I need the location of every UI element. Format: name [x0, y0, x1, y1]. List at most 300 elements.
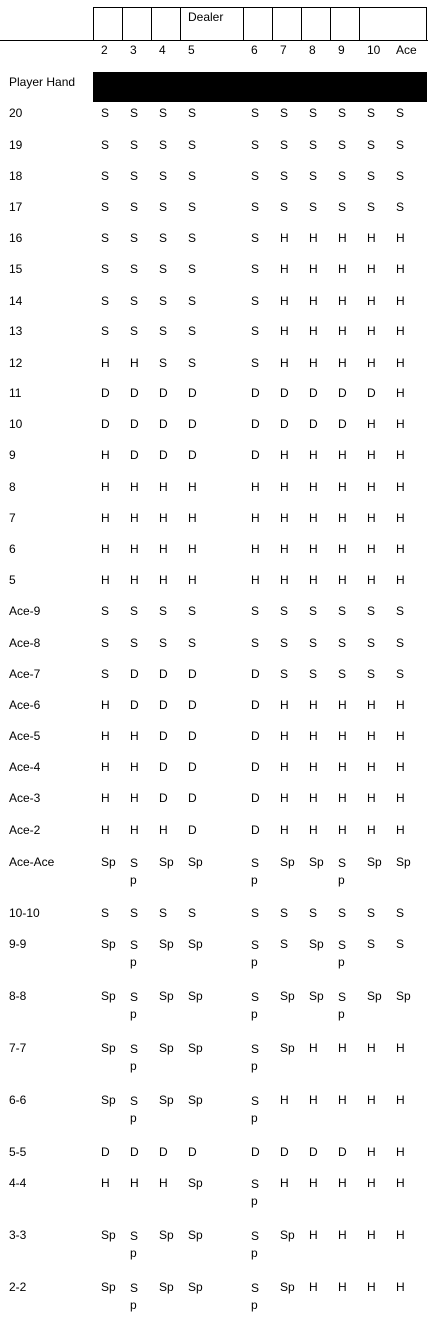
- action-cell: S: [367, 169, 376, 183]
- action-cell: H: [338, 542, 347, 556]
- action-cell: Sp: [101, 1228, 116, 1242]
- player-hand-cell: Ace-4: [9, 760, 41, 774]
- action-cell: S: [280, 604, 289, 618]
- action-cell: S: [280, 667, 289, 681]
- action-cell: H: [367, 1093, 376, 1107]
- action-cell: S: [251, 231, 260, 245]
- action-cell: Sp: [188, 937, 203, 951]
- action-cell: H: [367, 1176, 376, 1190]
- action-cell: H: [280, 542, 289, 556]
- action-cell: H: [338, 480, 347, 494]
- dealer-card-header: 4: [159, 43, 166, 57]
- action-cell: H: [367, 1041, 376, 1055]
- action-cell: Sp: [280, 1280, 295, 1294]
- action-cell: H: [251, 573, 260, 587]
- action-cell: D: [188, 417, 197, 431]
- player-hand-cell: 12: [9, 356, 23, 370]
- action-cell: S: [159, 604, 168, 618]
- action-cell: Sp: [280, 1041, 295, 1055]
- player-hand-cell: 9-9: [9, 937, 27, 951]
- action-cell: S: [188, 604, 197, 618]
- action-cell: H: [101, 480, 110, 494]
- action-cell: S: [159, 262, 168, 276]
- action-cell: H: [338, 1093, 347, 1107]
- action-cell: D: [280, 417, 289, 431]
- action-cell: S: [338, 200, 347, 214]
- player-hand-cell: 15: [9, 262, 23, 276]
- action-cell: H: [280, 324, 289, 338]
- action-cell: H: [396, 760, 405, 774]
- action-cell: H: [338, 1280, 347, 1294]
- action-cell: H: [130, 760, 139, 774]
- player-hand-cell: 20: [9, 106, 23, 120]
- action-cell: H: [159, 573, 168, 587]
- player-hand-cell: 6-6: [9, 1093, 27, 1107]
- action-cell: Sp: [367, 855, 382, 869]
- action-cell: H: [338, 823, 347, 837]
- player-hand-cell: Ace-9: [9, 604, 41, 618]
- action-cell: D: [251, 386, 260, 400]
- dealer-card-header: 5: [188, 43, 195, 57]
- player-hand-cell: 8-8: [9, 989, 27, 1003]
- action-cell: S: [309, 636, 318, 650]
- action-cell: H: [280, 511, 289, 525]
- action-cell: H: [367, 760, 376, 774]
- action-cell: D: [251, 667, 260, 681]
- action-cell: Sp: [251, 938, 260, 969]
- action-cell: D: [280, 1145, 289, 1159]
- action-cell: D: [159, 791, 168, 805]
- action-cell: S: [338, 106, 347, 120]
- action-cell: Sp: [188, 1041, 203, 1055]
- action-cell: H: [130, 356, 139, 370]
- action-cell: H: [101, 760, 110, 774]
- player-hand-cell: 8: [9, 480, 16, 494]
- action-cell: Sp: [280, 1228, 295, 1242]
- action-cell: D: [309, 417, 318, 431]
- action-cell: S: [251, 106, 260, 120]
- dealer-card-header: Ace: [396, 43, 417, 57]
- action-cell: Sp: [130, 1229, 139, 1260]
- action-cell: H: [130, 1176, 139, 1190]
- header-divider: [0, 40, 428, 41]
- action-cell: S: [251, 294, 260, 308]
- action-cell: H: [309, 823, 318, 837]
- action-cell: H: [396, 294, 405, 308]
- player-hand-cell: 7-7: [9, 1041, 27, 1055]
- player-hand-cell: 7: [9, 511, 16, 525]
- action-cell: D: [188, 667, 197, 681]
- action-cell: H: [280, 231, 289, 245]
- action-cell: Sp: [101, 855, 116, 869]
- action-cell: Sp: [251, 1281, 260, 1312]
- action-cell: S: [130, 324, 139, 338]
- action-cell: H: [396, 480, 405, 494]
- dealer-label: Dealer: [188, 10, 224, 24]
- player-hand-cell: Ace-2: [9, 823, 41, 837]
- action-cell: Sp: [251, 856, 260, 887]
- action-cell: Sp: [101, 1093, 116, 1107]
- action-cell: D: [159, 1145, 168, 1159]
- action-cell: S: [338, 667, 347, 681]
- action-cell: S: [101, 604, 110, 618]
- action-cell: H: [280, 791, 289, 805]
- action-cell: Sp: [396, 855, 411, 869]
- action-cell: H: [309, 729, 318, 743]
- action-cell: S: [101, 294, 110, 308]
- action-cell: S: [101, 231, 110, 245]
- player-hand-cell: 16: [9, 231, 23, 245]
- action-cell: S: [188, 636, 197, 650]
- action-cell: D: [338, 1145, 347, 1159]
- action-cell: S: [188, 262, 197, 276]
- player-hand-cell: 10-10: [9, 906, 40, 920]
- action-cell: H: [188, 573, 197, 587]
- action-cell: D: [130, 386, 139, 400]
- action-cell: S: [159, 200, 168, 214]
- action-cell: S: [251, 169, 260, 183]
- action-cell: H: [280, 698, 289, 712]
- dealer-card-header: 2: [101, 43, 108, 57]
- action-cell: Sp: [309, 855, 324, 869]
- action-cell: S: [280, 138, 289, 152]
- action-cell: S: [188, 138, 197, 152]
- action-cell: S: [309, 667, 318, 681]
- action-cell: D: [251, 823, 260, 837]
- action-cell: S: [188, 106, 197, 120]
- action-cell: D: [101, 1145, 110, 1159]
- action-cell: S: [251, 138, 260, 152]
- action-cell: Sp: [130, 1281, 139, 1312]
- action-cell: S: [130, 294, 139, 308]
- action-cell: H: [280, 480, 289, 494]
- action-cell: S: [338, 604, 347, 618]
- action-cell: S: [130, 604, 139, 618]
- action-cell: Sp: [188, 1176, 203, 1190]
- header-box: [301, 7, 330, 40]
- action-cell: Sp: [159, 989, 174, 1003]
- action-cell: H: [338, 791, 347, 805]
- action-cell: Sp: [338, 990, 347, 1021]
- action-cell: S: [280, 906, 289, 920]
- action-cell: H: [309, 1041, 318, 1055]
- dealer-card-header: 10: [367, 43, 381, 57]
- action-cell: S: [280, 169, 289, 183]
- action-cell: H: [188, 511, 197, 525]
- action-cell: Sp: [251, 1177, 260, 1208]
- dealer-card-header: 3: [130, 43, 137, 57]
- action-cell: D: [159, 698, 168, 712]
- action-cell: S: [396, 200, 405, 214]
- player-hand-cell: Ace-8: [9, 636, 41, 650]
- action-cell: Sp: [159, 1280, 174, 1294]
- action-cell: D: [130, 417, 139, 431]
- action-cell: S: [251, 636, 260, 650]
- action-cell: H: [367, 294, 376, 308]
- action-cell: D: [159, 448, 168, 462]
- action-cell: Sp: [159, 1228, 174, 1242]
- action-cell: S: [130, 231, 139, 245]
- action-cell: D: [338, 386, 347, 400]
- action-cell: S: [101, 138, 110, 152]
- dealer-card-header: 7: [280, 43, 287, 57]
- action-cell: H: [101, 823, 110, 837]
- action-cell: S: [309, 106, 318, 120]
- action-cell: H: [367, 1145, 376, 1159]
- action-cell: H: [280, 729, 289, 743]
- action-cell: H: [396, 698, 405, 712]
- dealer-card-header: 9: [338, 43, 345, 57]
- action-cell: H: [130, 480, 139, 494]
- action-cell: H: [367, 1228, 376, 1242]
- action-cell: S: [130, 169, 139, 183]
- action-cell: H: [130, 511, 139, 525]
- action-cell: D: [280, 386, 289, 400]
- action-cell: Sp: [396, 989, 411, 1003]
- action-cell: S: [101, 169, 110, 183]
- action-cell: D: [251, 760, 260, 774]
- action-cell: H: [367, 417, 376, 431]
- action-cell: H: [188, 480, 197, 494]
- action-cell: H: [367, 542, 376, 556]
- dealer-card-header: 8: [309, 43, 316, 57]
- action-cell: D: [188, 386, 197, 400]
- action-cell: H: [338, 573, 347, 587]
- action-cell: S: [396, 636, 405, 650]
- action-cell: Sp: [280, 989, 295, 1003]
- action-cell: S: [130, 636, 139, 650]
- action-cell: H: [251, 480, 260, 494]
- action-cell: D: [309, 386, 318, 400]
- action-cell: S: [159, 294, 168, 308]
- action-cell: H: [101, 729, 110, 743]
- action-cell: H: [396, 729, 405, 743]
- action-cell: D: [338, 417, 347, 431]
- action-cell: Sp: [159, 855, 174, 869]
- action-cell: H: [338, 698, 347, 712]
- action-cell: H: [338, 511, 347, 525]
- action-cell: H: [396, 262, 405, 276]
- action-cell: H: [396, 823, 405, 837]
- action-cell: S: [338, 138, 347, 152]
- action-cell: H: [367, 262, 376, 276]
- action-cell: H: [396, 1145, 405, 1159]
- action-cell: H: [309, 262, 318, 276]
- action-cell: H: [309, 1280, 318, 1294]
- header-box: [272, 7, 301, 40]
- action-cell: H: [338, 231, 347, 245]
- action-cell: D: [188, 823, 197, 837]
- action-cell: Sp: [251, 1094, 260, 1125]
- action-cell: S: [367, 906, 376, 920]
- action-cell: S: [130, 200, 139, 214]
- player-hand-label: Player Hand: [9, 75, 76, 89]
- action-cell: H: [396, 573, 405, 587]
- action-cell: H: [396, 1280, 405, 1294]
- action-cell: H: [309, 760, 318, 774]
- action-cell: S: [101, 106, 110, 120]
- action-cell: S: [396, 906, 405, 920]
- action-cell: H: [309, 1228, 318, 1242]
- action-cell: S: [159, 356, 168, 370]
- action-cell: H: [367, 231, 376, 245]
- action-cell: H: [159, 480, 168, 494]
- action-cell: D: [159, 667, 168, 681]
- action-cell: D: [101, 417, 110, 431]
- action-cell: S: [101, 906, 110, 920]
- action-cell: S: [280, 106, 289, 120]
- action-cell: H: [367, 1280, 376, 1294]
- action-cell: D: [159, 386, 168, 400]
- action-cell: S: [367, 937, 376, 951]
- action-cell: S: [309, 169, 318, 183]
- action-cell: H: [101, 573, 110, 587]
- action-cell: H: [367, 698, 376, 712]
- action-cell: S: [251, 604, 260, 618]
- action-cell: H: [309, 698, 318, 712]
- action-cell: H: [309, 294, 318, 308]
- action-cell: H: [396, 356, 405, 370]
- action-cell: H: [396, 1093, 405, 1107]
- action-cell: S: [130, 906, 139, 920]
- action-cell: H: [280, 1093, 289, 1107]
- action-cell: Sp: [130, 1094, 139, 1125]
- header-box: [359, 7, 427, 40]
- action-cell: H: [338, 729, 347, 743]
- action-cell: D: [251, 1145, 260, 1159]
- player-hand-cell: 3-3: [9, 1228, 27, 1242]
- action-cell: H: [130, 791, 139, 805]
- action-cell: H: [338, 1176, 347, 1190]
- action-cell: H: [396, 511, 405, 525]
- action-cell: Sp: [251, 1229, 260, 1260]
- action-cell: S: [130, 106, 139, 120]
- action-cell: S: [309, 200, 318, 214]
- player-hand-cell: 4-4: [9, 1176, 27, 1190]
- action-cell: Sp: [367, 989, 382, 1003]
- action-cell: Sp: [130, 856, 139, 887]
- action-cell: D: [367, 386, 376, 400]
- action-cell: H: [101, 791, 110, 805]
- action-cell: S: [251, 356, 260, 370]
- action-cell: S: [367, 138, 376, 152]
- action-cell: H: [280, 294, 289, 308]
- action-cell: S: [309, 604, 318, 618]
- action-cell: Sp: [338, 856, 347, 887]
- action-cell: S: [130, 262, 139, 276]
- action-cell: S: [396, 138, 405, 152]
- action-cell: S: [367, 200, 376, 214]
- action-cell: D: [309, 1145, 318, 1159]
- header-box: [243, 7, 272, 40]
- action-cell: S: [396, 667, 405, 681]
- action-cell: H: [367, 480, 376, 494]
- player-hand-cell: 18: [9, 169, 23, 183]
- action-cell: D: [101, 386, 110, 400]
- action-cell: Sp: [251, 1042, 260, 1073]
- action-cell: Sp: [188, 1093, 203, 1107]
- action-cell: H: [101, 698, 110, 712]
- action-cell: D: [159, 417, 168, 431]
- action-cell: H: [338, 262, 347, 276]
- action-cell: H: [338, 760, 347, 774]
- action-cell: S: [367, 636, 376, 650]
- action-cell: H: [309, 542, 318, 556]
- action-cell: H: [396, 791, 405, 805]
- action-cell: H: [309, 511, 318, 525]
- action-cell: D: [188, 791, 197, 805]
- player-hand-cell: 13: [9, 324, 23, 338]
- action-cell: Sp: [101, 989, 116, 1003]
- action-cell: H: [280, 1176, 289, 1190]
- action-cell: H: [280, 356, 289, 370]
- player-hand-cell: Ace-7: [9, 667, 41, 681]
- action-cell: S: [159, 906, 168, 920]
- action-cell: H: [338, 294, 347, 308]
- action-cell: H: [396, 1228, 405, 1242]
- action-cell: H: [309, 1176, 318, 1190]
- action-cell: H: [338, 324, 347, 338]
- action-cell: H: [367, 791, 376, 805]
- action-cell: H: [130, 573, 139, 587]
- action-cell: Sp: [101, 937, 116, 951]
- action-cell: H: [309, 791, 318, 805]
- player-hand-cell: 5: [9, 573, 16, 587]
- action-cell: D: [188, 760, 197, 774]
- action-cell: S: [396, 106, 405, 120]
- action-cell: S: [188, 906, 197, 920]
- action-cell: S: [101, 636, 110, 650]
- player-hand-cell: 14: [9, 294, 23, 308]
- action-cell: H: [280, 262, 289, 276]
- action-cell: H: [396, 324, 405, 338]
- action-cell: S: [101, 262, 110, 276]
- action-cell: Sp: [101, 1041, 116, 1055]
- action-cell: H: [367, 823, 376, 837]
- player-hand-cell: 6: [9, 542, 16, 556]
- action-cell: S: [396, 604, 405, 618]
- player-hand-cell: Ace-Ace: [9, 855, 55, 869]
- action-cell: S: [188, 356, 197, 370]
- action-cell: H: [251, 542, 260, 556]
- action-cell: Sp: [338, 938, 347, 969]
- action-cell: H: [367, 448, 376, 462]
- player-hand-cell: 11: [9, 386, 22, 400]
- action-cell: D: [251, 698, 260, 712]
- action-cell: H: [280, 760, 289, 774]
- action-cell: D: [188, 448, 197, 462]
- action-cell: S: [188, 200, 197, 214]
- action-cell: Sp: [130, 938, 139, 969]
- action-cell: D: [188, 698, 197, 712]
- action-cell: S: [367, 604, 376, 618]
- action-cell: H: [280, 448, 289, 462]
- action-cell: S: [367, 106, 376, 120]
- action-cell: S: [159, 324, 168, 338]
- action-cell: D: [130, 698, 139, 712]
- action-cell: H: [280, 823, 289, 837]
- action-cell: H: [396, 448, 405, 462]
- action-cell: H: [280, 573, 289, 587]
- player-hand-cell: Ace-6: [9, 698, 41, 712]
- action-cell: H: [309, 231, 318, 245]
- action-cell: D: [188, 1145, 197, 1159]
- action-cell: D: [130, 667, 139, 681]
- action-cell: H: [396, 231, 405, 245]
- action-cell: H: [130, 823, 139, 837]
- action-cell: H: [159, 542, 168, 556]
- player-hand-cell: 9: [9, 448, 16, 462]
